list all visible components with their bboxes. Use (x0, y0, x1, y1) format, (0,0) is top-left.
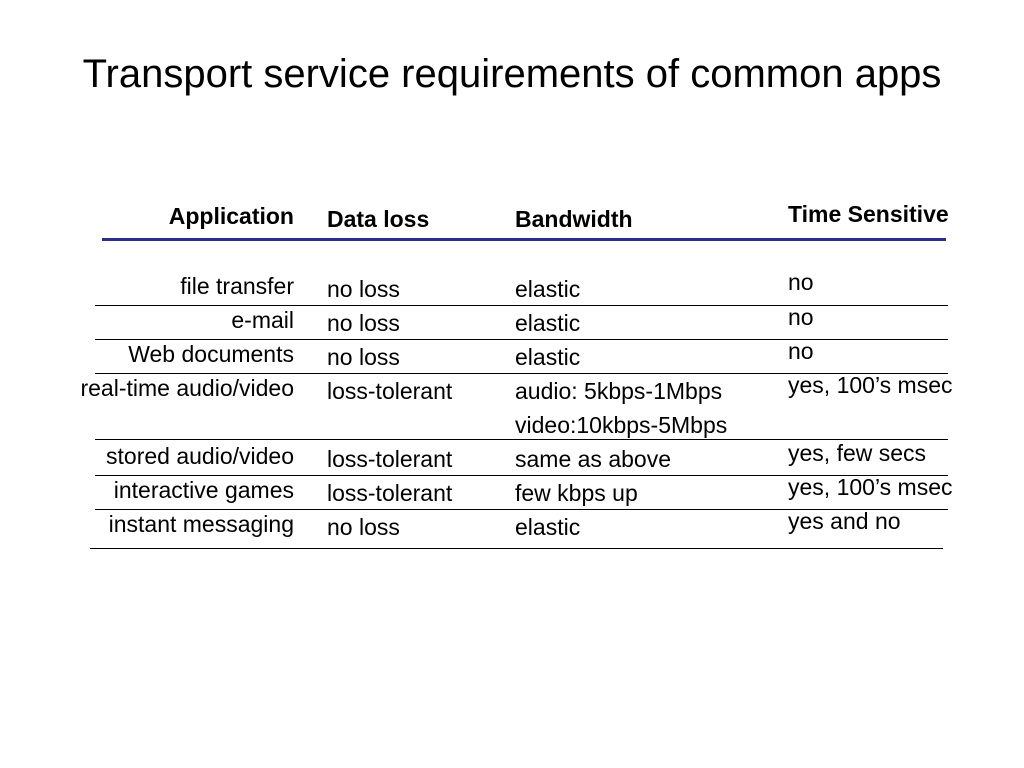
time-cell: no (788, 338, 814, 364)
bandwidth-cell: elastic (515, 344, 581, 370)
bandwidth-cell: elastic (515, 514, 581, 540)
loss-cell: no loss (327, 276, 400, 302)
app-cell: real-time audio/video (80, 375, 294, 401)
bandwidth-cell: same as above (515, 446, 671, 472)
header-application: Application (168, 203, 294, 229)
bandwidth-cell: elastic (515, 276, 581, 302)
bandwidth-cell: audio: 5kbps-1Mbps (515, 378, 723, 404)
app-cell: Web documents (128, 341, 294, 367)
time-cell: no (788, 304, 814, 330)
slide-title: Transport service requirements of common apps (82, 52, 942, 96)
app-cell: stored audio/video (106, 443, 294, 469)
app-cell: e-mail (231, 307, 294, 333)
table-bottom-rule (90, 548, 943, 549)
app-cell: file transfer (180, 273, 294, 299)
app-cell: interactive games (113, 477, 294, 503)
bandwidth-cell-line2: video:10kbps-5Mbps (515, 412, 728, 438)
loss-cell: loss-tolerant (327, 446, 453, 472)
bandwidth-cell: few kbps up (515, 480, 638, 506)
bandwidth-cell: elastic (515, 310, 581, 336)
loss-cell: loss-tolerant (327, 378, 453, 404)
time-cell: no (788, 269, 814, 295)
time-cell: yes, 100’s msec (788, 474, 953, 500)
time-cell: yes, few secs (788, 440, 927, 466)
loss-cell: no loss (327, 344, 400, 370)
row-divider (95, 305, 948, 306)
loss-cell: no loss (327, 514, 400, 540)
time-cell: yes, 100’s msec (788, 372, 953, 398)
header-rule (102, 238, 946, 241)
loss-cell: no loss (327, 310, 400, 336)
header-data-loss: Data loss (327, 206, 430, 232)
header-time-sensitive: Time Sensitive (788, 201, 949, 227)
row-divider (95, 339, 948, 340)
app-cell: instant messaging (108, 511, 294, 537)
time-cell: yes and no (788, 508, 901, 534)
header-bandwidth: Bandwidth (515, 206, 633, 232)
loss-cell: loss-tolerant (327, 480, 453, 506)
